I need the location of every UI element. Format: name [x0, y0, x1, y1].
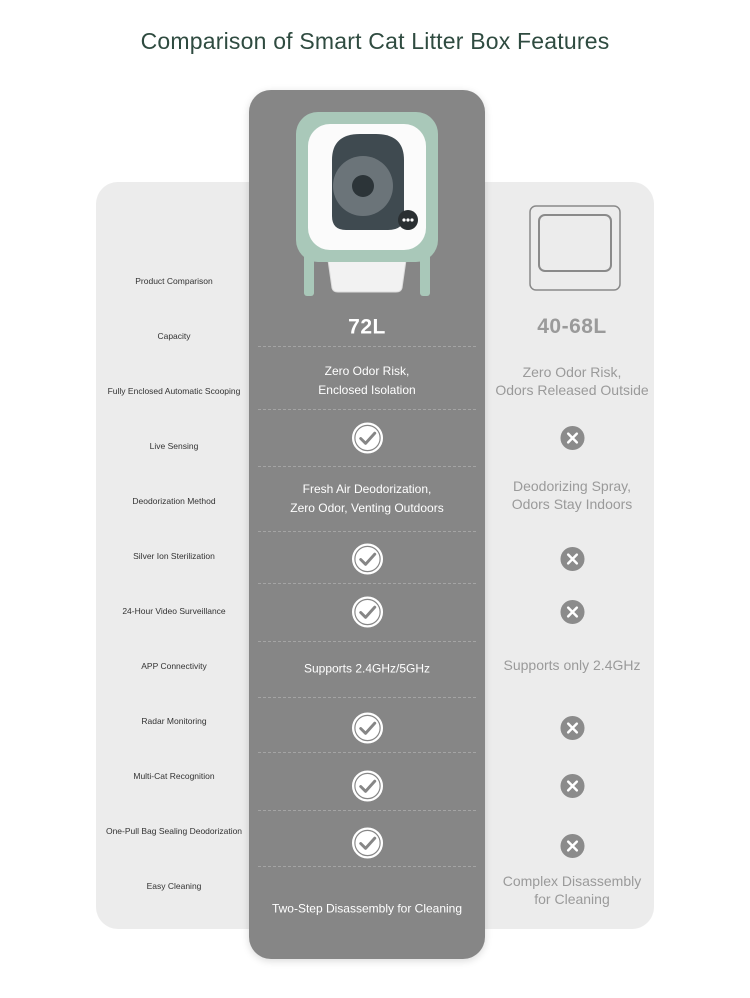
check-icon	[351, 827, 384, 860]
our-radar-monitoring	[249, 712, 485, 745]
check-icon	[351, 422, 384, 455]
competitor-video-surveillance	[486, 600, 658, 625]
row-label: Fully Enclosed Automatic Scooping	[107, 386, 241, 396]
check-icon	[351, 770, 384, 803]
our-deodorization-value	[249, 480, 485, 518]
check-icon	[351, 596, 384, 629]
competitor-silver-ion	[486, 547, 658, 572]
competitor-multi-cat	[486, 774, 658, 799]
row-divider	[258, 531, 476, 532]
row-divider	[258, 466, 476, 467]
competitor-radar-monitoring	[486, 716, 658, 741]
row-divider	[258, 346, 476, 347]
row-divider	[258, 583, 476, 584]
row-label: Multi-Cat Recognition	[133, 771, 215, 781]
x-icon	[560, 834, 585, 859]
competitor-enclosure-value	[486, 363, 658, 399]
competitor-capacity-value: 40-68L	[537, 315, 607, 338]
x-icon	[560, 426, 585, 451]
row-label: One-Pull Bag Sealing Deodorization	[105, 826, 243, 836]
competitor-app-connectivity: Supports only 2.4GHz	[503, 657, 641, 673]
row-label: Silver Ion Sterilization	[133, 551, 215, 561]
row-label: Live Sensing	[149, 441, 199, 451]
x-icon	[560, 600, 585, 625]
row-divider	[258, 810, 476, 811]
value-line: Odors Released Outside	[495, 382, 649, 398]
competitor-deodorization-value	[486, 477, 658, 513]
check-icon	[351, 543, 384, 576]
x-icon	[560, 716, 585, 741]
value-line: Complex Disassembly	[502, 873, 642, 889]
our-enclosure-value	[249, 362, 485, 400]
row-divider	[258, 866, 476, 867]
competitor-live-sensing	[486, 426, 658, 451]
x-icon	[560, 547, 585, 572]
row-divider	[258, 409, 476, 410]
row-label: Capacity	[157, 331, 191, 341]
value-line: Zero Odor Risk,	[324, 364, 410, 378]
litter-box-illustration	[296, 112, 438, 296]
x-icon	[560, 774, 585, 799]
competitor-box-icon	[529, 205, 621, 291]
row-divider	[258, 752, 476, 753]
our-multi-cat	[249, 770, 485, 803]
row-label: APP Connectivity	[141, 661, 207, 671]
value-line: Deodorizing Spray,	[512, 478, 632, 494]
our-video-surveillance	[249, 596, 485, 629]
our-silver-ion	[249, 543, 485, 576]
our-app-connectivity: Supports 2.4GHz/5GHz	[303, 661, 431, 676]
row-label: 24-Hour Video Surveillance	[122, 606, 226, 616]
value-line: for Cleaning	[534, 891, 610, 907]
row-divider	[258, 697, 476, 698]
our-live-sensing	[249, 422, 485, 455]
row-label: Easy Cleaning	[146, 881, 202, 891]
our-capacity-value: 72L	[348, 315, 386, 339]
value-line: Odors Stay Indoors	[511, 496, 633, 512]
our-easy-cleaning: Two-Step Disassembly for Cleaning	[271, 901, 463, 916]
value-line: Enclosed Isolation	[318, 383, 416, 397]
value-line: Fresh Air Deodorization,	[302, 482, 432, 496]
row-label: Radar Monitoring	[141, 716, 207, 726]
competitor-bag-sealing	[486, 834, 658, 859]
value-line: Zero Odor Risk,	[522, 364, 622, 380]
check-icon	[351, 712, 384, 745]
row-label: Deodorization Method	[132, 496, 216, 506]
competitor-easy-cleaning	[486, 872, 658, 908]
page-title: Comparison of Smart Cat Litter Box Features	[140, 28, 610, 54]
row-label: Product Comparison	[135, 276, 213, 286]
value-line: Zero Odor, Venting Outdoors	[290, 501, 444, 515]
row-divider	[258, 641, 476, 642]
our-bag-sealing	[249, 827, 485, 860]
